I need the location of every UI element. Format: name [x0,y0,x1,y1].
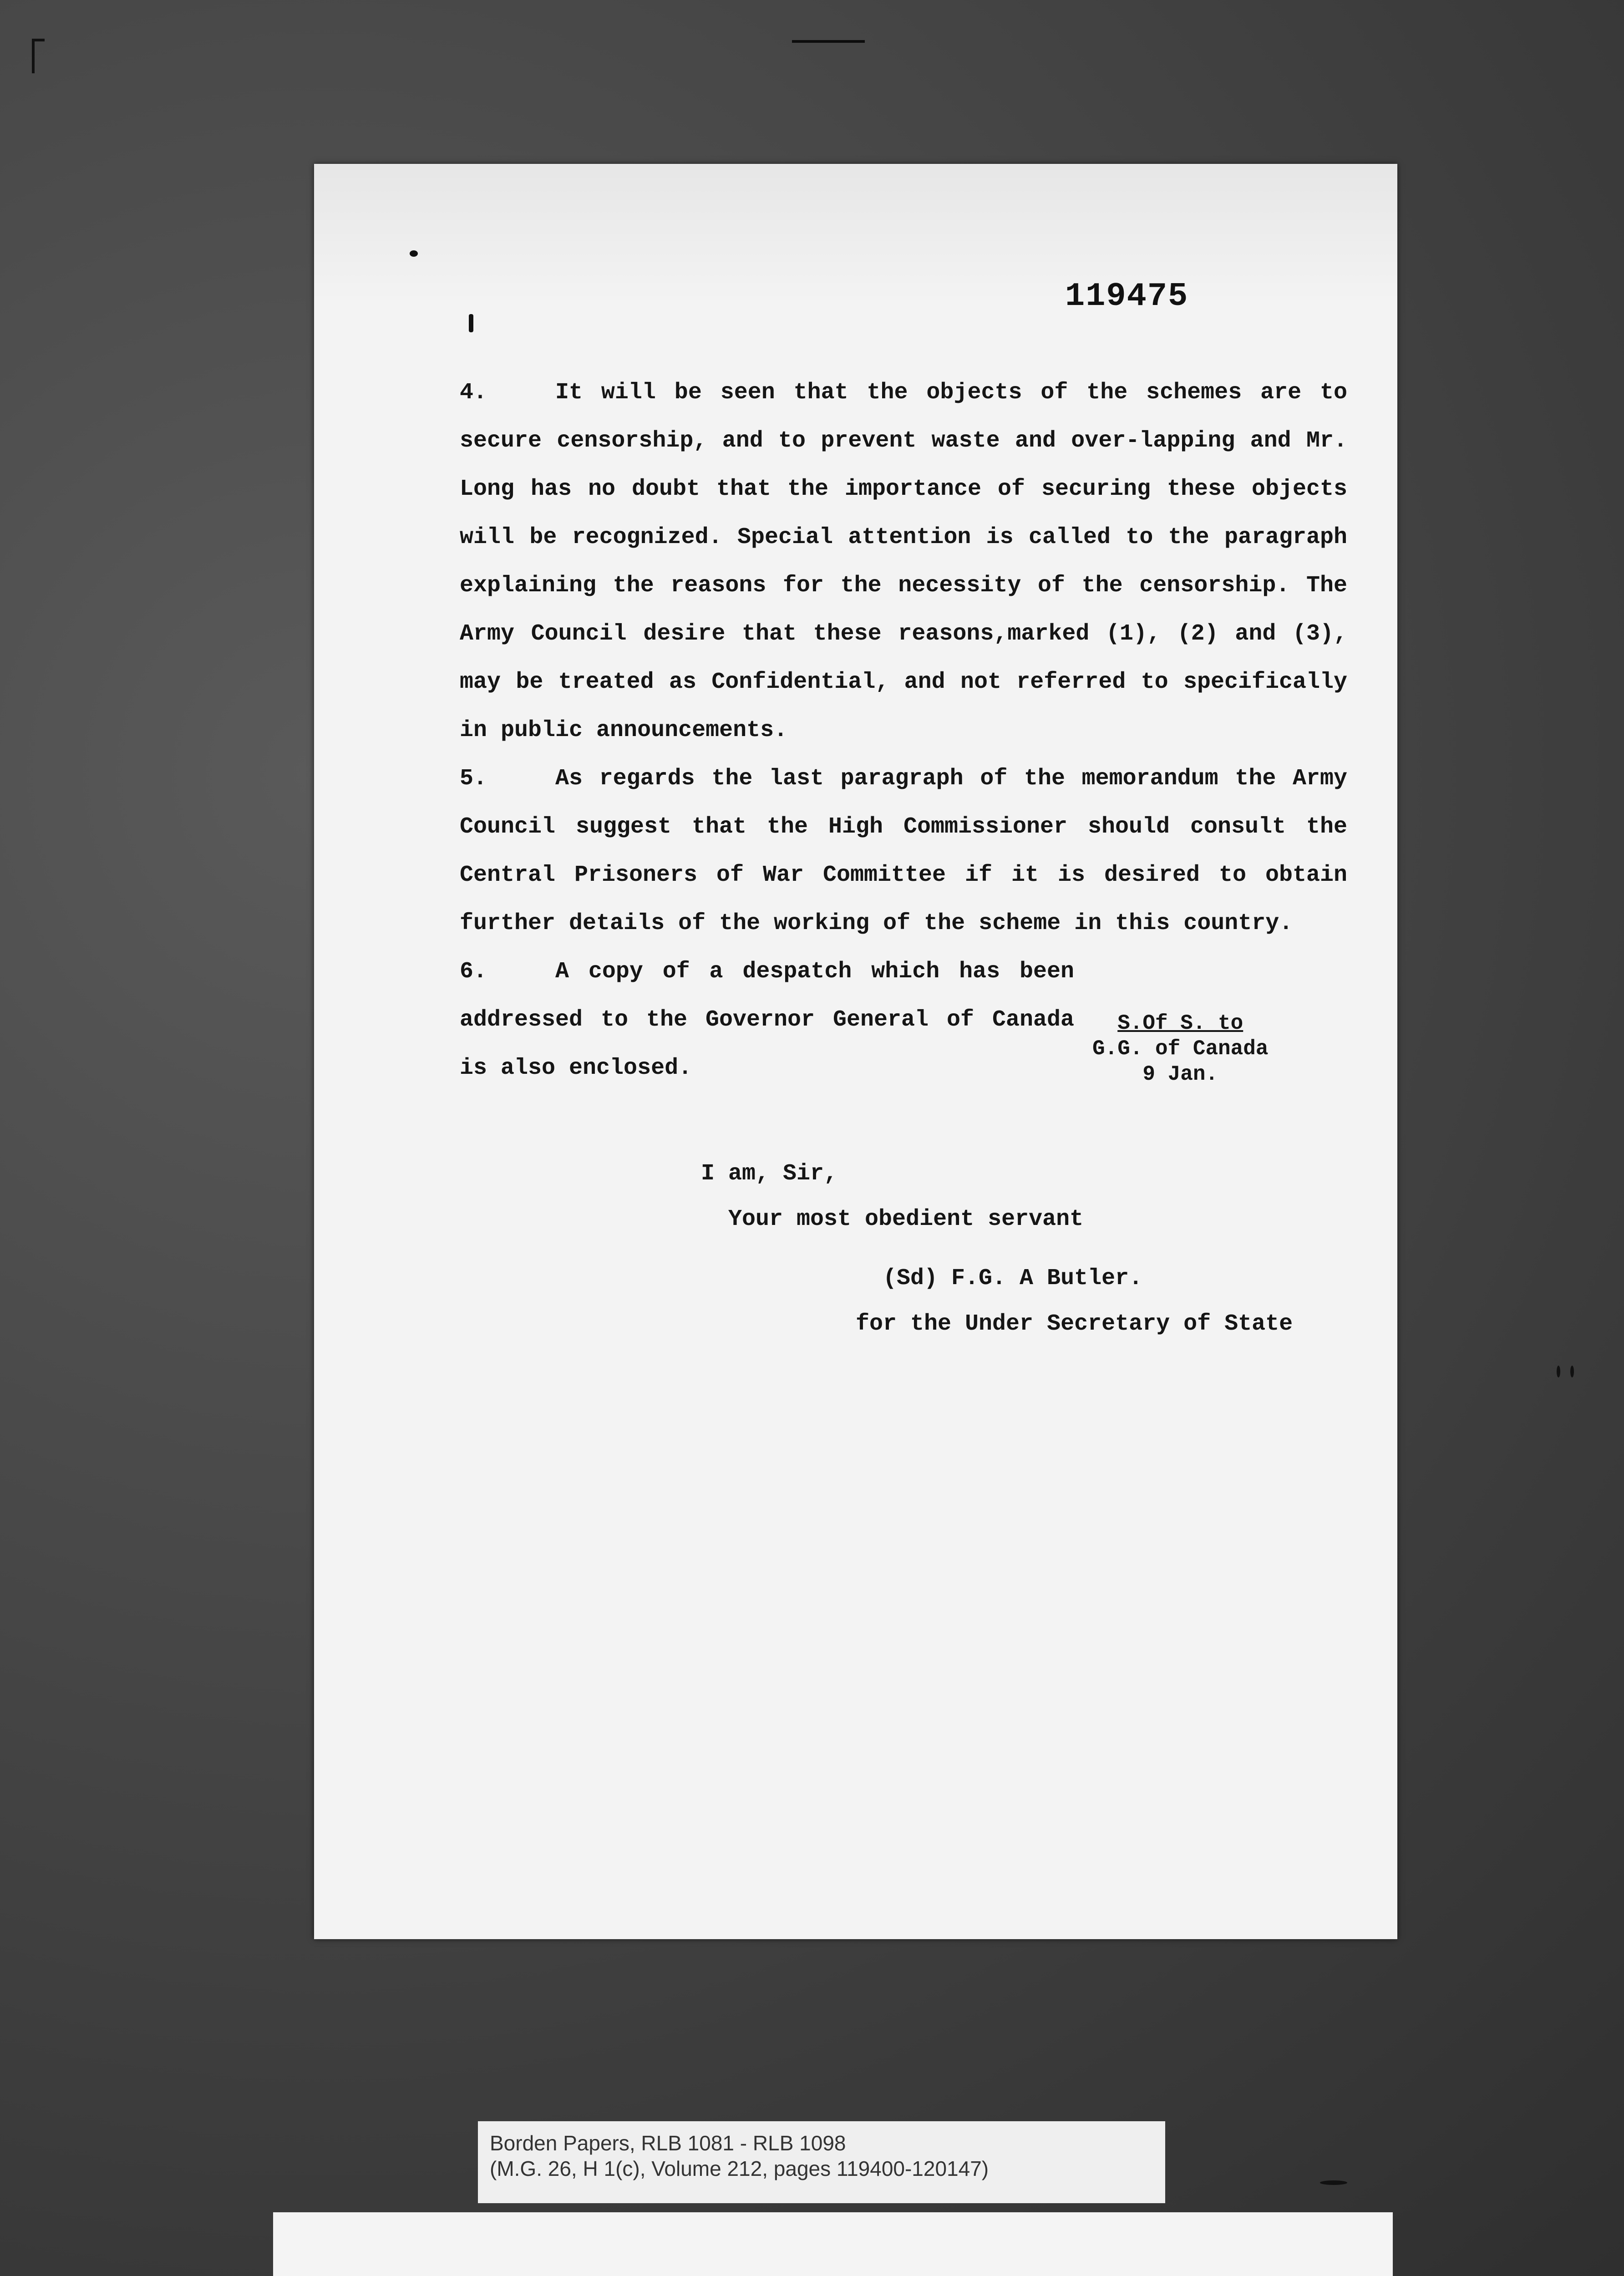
paragraph-text: As regards the last paragraph of the memorandum the Army Council suggest that the High Commissioner should consult the Central Prisoners of War Committee if it is desired to obtain further details of the working of the scheme in this country. [460,766,1347,936]
closing-complimentary: Your most obedient servant [728,1206,1084,1232]
marginal-reference-note [1092,1011,1268,1087]
closing-salutation: I am, Sir, [701,1161,838,1187]
paragraph-6 [460,948,1074,1092]
paragraph-number: 4. [460,380,487,406]
film-speck [1320,2180,1347,2185]
signatory-title: for the Under Secretary of State [856,1311,1293,1337]
film-speck [469,314,473,332]
paragraph-number: 5. [460,766,487,792]
film-speck [410,250,418,257]
film-speck [1557,1366,1560,1377]
letter-body [460,369,1347,1092]
paragraph-text: It will be seen that the objects of the schemes are to secure censorship, and to prevent waste and over-lapping and Mr. Long has no doubt that the importance of securing these objects will be recognized. Special attention is called to the paragraph explaining the reasons for the necessity of the censorship. The Army Council desire that these reasons,marked (1), (2) and (3), may be treated as Confidential, and not referred to specifically in public announcements. [460,380,1347,743]
paragraph-text: A copy of a despatch which has been addressed to the Governor General of Canada is also enclosed. [460,959,1074,1081]
paragraph-4 [460,369,1347,755]
document-sheet [314,164,1397,1939]
archive-slip-line: (M.G. 26, H 1(c), Volume 212, pages 119400-120147) [490,2157,989,2180]
paragraph-number: 6. [460,959,487,985]
film-speck [1570,1366,1574,1377]
marginal-note-line: G.G. of Canada [1092,1037,1269,1061]
top-frame-mark [792,40,865,43]
marginal-note-line: S.Of S. to [1117,1011,1243,1035]
signature: (Sd) F.G. A Butler. [883,1265,1143,1291]
archive-slip-line: Borden Papers, RLB 1081 - RLB 1098 [490,2131,846,2155]
bleed-through-area [314,164,1397,300]
archive-reference-slip [478,2121,1165,2203]
archive-card [273,2212,1393,2276]
document-number: 119475 [1065,278,1189,315]
marginal-note-line: 9 Jan. [1142,1062,1218,1086]
corner-crop-mark [32,39,45,73]
paragraph-5 [460,755,1347,948]
